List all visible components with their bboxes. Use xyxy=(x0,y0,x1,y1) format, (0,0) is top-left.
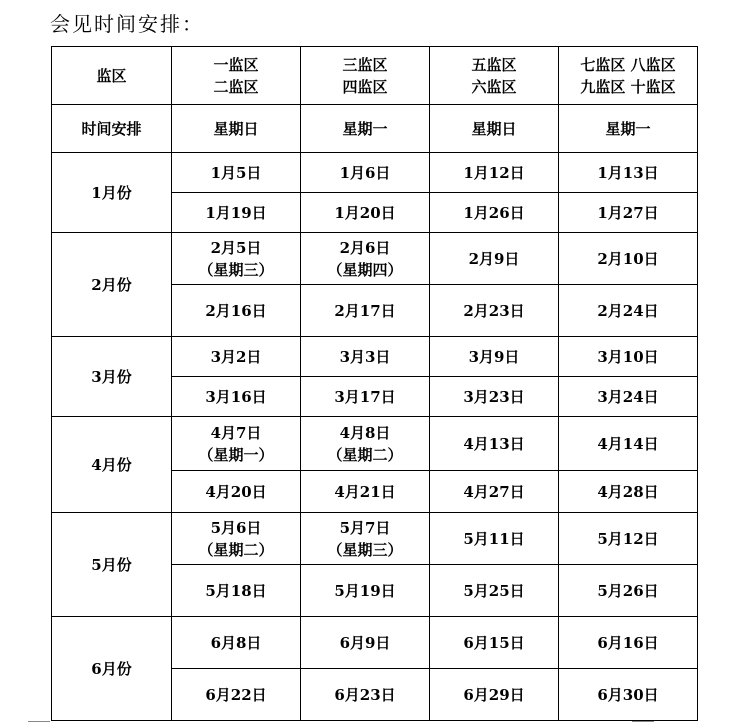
district-group-line: 一监区 xyxy=(213,55,259,74)
visit-date: 1月5日 xyxy=(210,163,262,182)
district-label-cell: 监区 xyxy=(52,47,172,105)
visit-date: 2月10日 xyxy=(597,249,659,268)
visit-date-cell xyxy=(172,417,301,471)
visit-date-cell xyxy=(559,233,698,285)
visit-schedule-table xyxy=(51,46,698,721)
district-group-line: 七监区 八监区 xyxy=(580,55,676,74)
month-label-cell: 4月份 xyxy=(52,417,172,513)
visit-date: 2月23日 xyxy=(463,301,525,320)
schedule-label-cell: 时间安排 xyxy=(52,105,172,153)
district-group-cell xyxy=(430,47,559,105)
schedule-row xyxy=(52,337,698,377)
visit-date-cell xyxy=(430,513,559,565)
visit-date-cell xyxy=(430,471,559,513)
visit-date: 5月18日 xyxy=(205,581,267,600)
header-row-weekdays xyxy=(52,105,698,153)
visit-date-cell xyxy=(172,669,301,721)
visit-date-cell xyxy=(301,513,430,565)
visit-date: 3月9日 xyxy=(468,347,520,366)
visit-date-cell xyxy=(301,471,430,513)
visit-date-cell xyxy=(559,669,698,721)
visit-date: 3月2日 xyxy=(210,347,262,366)
visit-date: 2月24日 xyxy=(597,301,659,320)
visit-date: 5月19日 xyxy=(334,581,396,600)
visit-date-cell xyxy=(172,471,301,513)
visit-date-cell xyxy=(430,417,559,471)
visit-date: 4月27日 xyxy=(463,482,525,501)
visit-date-cell xyxy=(301,377,430,417)
visit-date-cell xyxy=(430,285,559,337)
visit-date: 6月22日 xyxy=(205,685,267,704)
visit-date: 2月5日 xyxy=(210,238,262,257)
visit-date-cell xyxy=(559,471,698,513)
schedule-row xyxy=(52,233,698,285)
visit-date: 5月26日 xyxy=(597,581,659,600)
visit-date: 4月14日 xyxy=(597,434,659,453)
visit-date-cell xyxy=(301,153,430,193)
visit-date-cell xyxy=(301,617,430,669)
month-label-cell: 2月份 xyxy=(52,233,172,337)
visit-date: 1月19日 xyxy=(205,203,267,222)
visit-weekday-note: （星期四） xyxy=(327,260,403,279)
visit-weekday-note: （星期二） xyxy=(327,445,403,464)
visit-date: 3月17日 xyxy=(334,387,396,406)
visit-date-cell xyxy=(301,285,430,337)
visit-date-cell xyxy=(172,153,301,193)
visit-date-cell xyxy=(172,285,301,337)
visit-date: 2月9日 xyxy=(468,249,520,268)
district-group-cell xyxy=(172,47,301,105)
visit-date: 5月7日 xyxy=(339,518,391,537)
month-label-cell: 3月份 xyxy=(52,337,172,417)
visit-date-cell xyxy=(559,617,698,669)
visit-date-cell xyxy=(301,669,430,721)
visit-date: 4月20日 xyxy=(205,482,267,501)
visit-date: 3月16日 xyxy=(205,387,267,406)
visit-date-cell xyxy=(301,565,430,617)
visit-date: 4月8日 xyxy=(339,423,391,442)
district-group-line: 九监区 十监区 xyxy=(580,77,676,96)
visit-date: 5月25日 xyxy=(463,581,525,600)
visit-date: 6月9日 xyxy=(339,633,391,652)
visit-date: 1月20日 xyxy=(334,203,396,222)
district-group-line: 六监区 xyxy=(471,77,517,96)
weekday-cell: 星期日 xyxy=(172,105,301,153)
month-label-cell: 5月份 xyxy=(52,513,172,617)
visit-date-cell xyxy=(172,233,301,285)
page-corner-mark xyxy=(632,721,654,725)
weekday-cell: 星期一 xyxy=(301,105,430,153)
visit-date-cell xyxy=(172,565,301,617)
visit-date: 6月29日 xyxy=(463,685,525,704)
visit-date: 2月16日 xyxy=(205,301,267,320)
schedule-body xyxy=(52,47,698,721)
visit-date: 4月28日 xyxy=(597,482,659,501)
district-group-line: 四监区 xyxy=(342,77,388,96)
visit-weekday-note: （星期二） xyxy=(198,540,274,559)
visit-date: 4月13日 xyxy=(463,434,525,453)
visit-date-cell xyxy=(430,669,559,721)
schedule-row xyxy=(52,153,698,193)
visit-date-cell xyxy=(172,617,301,669)
weekday-cell: 星期日 xyxy=(430,105,559,153)
schedule-row xyxy=(52,513,698,565)
month-label-cell: 1月份 xyxy=(52,153,172,233)
visit-date: 1月6日 xyxy=(339,163,391,182)
visit-date: 1月13日 xyxy=(597,163,659,182)
visit-date: 6月8日 xyxy=(210,633,262,652)
visit-date-cell xyxy=(430,617,559,669)
visit-date: 1月12日 xyxy=(463,163,525,182)
visit-date-cell xyxy=(430,565,559,617)
visit-date-cell xyxy=(559,377,698,417)
visit-date-cell xyxy=(430,193,559,233)
visit-weekday-note: （星期一） xyxy=(198,445,274,464)
visit-date-cell xyxy=(172,513,301,565)
visit-date: 1月26日 xyxy=(463,203,525,222)
district-group-line: 三监区 xyxy=(342,55,388,74)
visit-date-cell xyxy=(559,513,698,565)
visit-date-cell xyxy=(559,285,698,337)
header-row-districts xyxy=(52,47,698,105)
schedule-row xyxy=(52,417,698,471)
schedule-row xyxy=(52,617,698,669)
visit-date: 3月3日 xyxy=(339,347,391,366)
visit-date-cell xyxy=(430,337,559,377)
visit-date: 5月12日 xyxy=(597,529,659,548)
visit-weekday-note: （星期三） xyxy=(327,540,403,559)
visit-date-cell xyxy=(172,337,301,377)
visit-date-cell xyxy=(559,417,698,471)
visit-date-cell xyxy=(430,153,559,193)
visit-date-cell xyxy=(172,377,301,417)
page-corner-mark xyxy=(28,721,50,725)
visit-date: 3月23日 xyxy=(463,387,525,406)
district-group-line: 二监区 xyxy=(213,77,259,96)
visit-date: 4月21日 xyxy=(334,482,396,501)
visit-date-cell xyxy=(301,193,430,233)
visit-date: 6月15日 xyxy=(463,633,525,652)
visit-date: 5月6日 xyxy=(210,518,262,537)
visit-date-cell xyxy=(559,337,698,377)
page-title: 会见时间安排： xyxy=(50,12,204,36)
visit-date-cell xyxy=(172,193,301,233)
weekday-cell: 星期一 xyxy=(559,105,698,153)
visit-date-cell xyxy=(430,233,559,285)
visit-date: 1月27日 xyxy=(597,203,659,222)
visit-date-cell xyxy=(559,153,698,193)
visit-date: 2月6日 xyxy=(339,238,391,257)
visit-date: 3月10日 xyxy=(597,347,659,366)
visit-date-cell xyxy=(559,193,698,233)
visit-date-cell xyxy=(301,337,430,377)
district-group-line: 五监区 xyxy=(471,55,517,74)
visit-date-cell xyxy=(301,233,430,285)
visit-date: 6月30日 xyxy=(597,685,659,704)
visit-date: 3月24日 xyxy=(597,387,659,406)
visit-date-cell xyxy=(559,565,698,617)
district-group-cell xyxy=(559,47,698,105)
visit-date-cell xyxy=(430,377,559,417)
visit-weekday-note: （星期三） xyxy=(198,260,274,279)
visit-date-cell xyxy=(301,417,430,471)
visit-date: 5月11日 xyxy=(463,529,525,548)
visit-date: 2月17日 xyxy=(334,301,396,320)
visit-date: 4月7日 xyxy=(210,423,262,442)
visit-date: 6月23日 xyxy=(334,685,396,704)
district-group-cell xyxy=(301,47,430,105)
month-label-cell: 6月份 xyxy=(52,617,172,721)
visit-date: 6月16日 xyxy=(597,633,659,652)
